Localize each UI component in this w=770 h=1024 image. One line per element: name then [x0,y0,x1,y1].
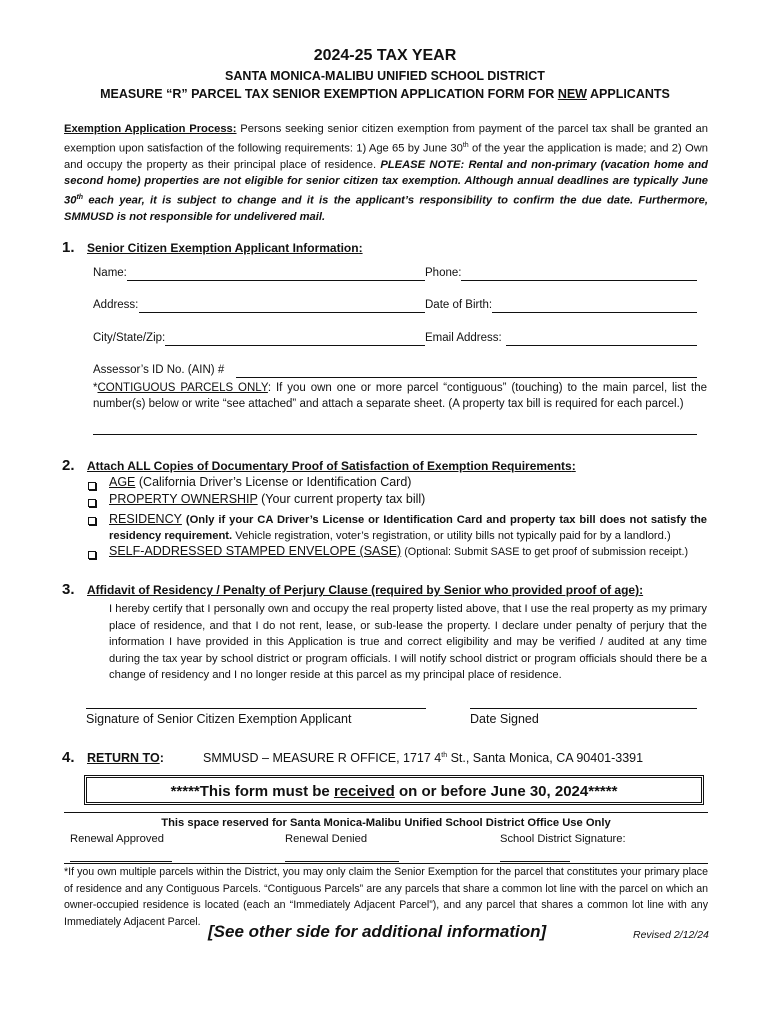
req-ownership-label: PROPERTY OWNERSHIP [109,492,258,506]
date-signed-label: Date Signed [470,712,539,726]
contiguous-parcels-note [93,380,707,412]
intro-paragraph [64,121,708,225]
req-residency-text: Vehicle registration, voter’s registration, or utility bills not typically paid for by a landlord.) [232,530,671,542]
renewal-approved-label: Renewal Approved [70,833,164,845]
req-sase-label: SELF-ADDRESSED STAMPED ENVELOPE (SASE) [109,544,402,558]
name-label: Name: [93,267,127,279]
return-address-post: St., Santa Monica, CA 90401-3391 [447,751,644,765]
affidavit-text: I hereby certify that I personally own and occupy the real property listed above, that I use the real property as my primary place of residence, and that I do not rent, lease, or sub-lease the property. I declare under penalty of perjury that the information I have provided in this Application is true and correct eligibility and may be verified / audited at any time during the tax year by school district or program officials. I will notify school district or program officials should there be a change of residency and I no longer reside at this parcel as my principal place of residence. [109,603,707,681]
req-property-ownership [109,492,425,506]
district-signature-label: School District Signature: [500,833,626,845]
section-2-title-text: Attach ALL Copies of Documentary Proof of Satisfaction of Exemption Requirements [87,459,572,473]
name-field[interactable] [127,280,425,281]
intro-note-1: PLEASE NOTE: Rental and non-primary (vacation home and second home) properties are not eligible for senior citizen tax exemption. Although annual deadlines are typically June 30 [64,158,708,207]
city-state-zip-field[interactable] [165,345,425,346]
address-label: Address: [93,299,139,311]
section-4-number: 4. [62,749,75,766]
residency-checkbox[interactable] [88,517,96,525]
ain-field[interactable] [236,377,697,378]
phone-field[interactable] [461,280,697,281]
return-address-pre: SMMUSD – MEASURE R OFFICE, 1717 4 [203,751,442,765]
signature-field[interactable] [86,708,426,709]
deadline-banner [84,775,704,805]
req-sase-text: (Optional: Submit SASE to get proof of submission receipt.) [401,546,689,558]
date-signed-field[interactable] [470,708,697,709]
deadline-post: on or before June 30, 2024***** [394,783,618,800]
city-state-zip-label: City/State/Zip: [93,332,166,344]
email-label: Email Address: [425,332,502,344]
return-address-sup: th [441,751,448,759]
form-title [0,87,770,101]
intro-sup-1: th [462,141,469,149]
section-3-number: 3. [62,581,75,598]
district-signature-field[interactable] [500,861,570,862]
req-residency-label: RESIDENCY [109,512,182,526]
district-heading: SANTA MONICA-MALIBU UNIFIED SCHOOL DISTRICT [225,69,545,83]
intro-text-1: Persons seeking senior citizen exemption from payment of the parcel tax shall be granted an exemption upon satisfaction of the following requirements: 1) Age 65 by June 30 [64,123,708,155]
see-other-side-note: [See other side for additional information] [208,922,547,941]
phone-label: Phone: [425,267,462,279]
renewal-approved-field[interactable] [70,861,172,862]
req-age [109,475,411,489]
signature-label: Signature of Senior Citizen Exemption Applicant [86,712,352,726]
sase-checkbox[interactable] [88,551,96,559]
dob-label: Date of Birth: [425,299,493,311]
section-2-title-colon: : [571,459,576,473]
req-age-text: (California Driver’s License or Identification Card) [135,475,412,489]
req-residency-bold: (Only if your CA Driver’s License or Identification Card and property tax bill does not satisfy the residency requirement. [109,514,707,542]
contiguous-parcels-field[interactable] [93,434,697,435]
deadline-text [87,783,701,800]
section-2-number: 2. [62,457,75,474]
form-title-new: NEW [557,87,587,101]
multiple-parcels-footnote: *If you own multiple parcels within the District, you may only claim the Senior Exemption for the parcel that constitutes your primary place of residence and any Contiguous Parcels. “Contiguous Parcels” are any parcels that share a common lot line with the parcel on which an owner-occupied residence is located (each an “Immediately Adjacent Parcel”), and any parcel that shares a common lot line with any Immediately Adjacent Parcel. [64,866,708,928]
ain-label: Assessor’s ID No. (AIN) # [93,364,225,376]
address-field[interactable] [139,312,425,313]
intro-label: Exemption Application Process: [64,123,237,135]
contiguous-star: * [93,382,98,394]
return-to-colon: : [159,751,164,765]
section-3-title: Affidavit of Residency / Penalty of Perjury Clause (required by Senior who provided proof of age): [87,583,644,597]
intro-text-2: of the year the application is made; and 2) Own and occupy the property as their principal place of residence. [64,142,708,171]
dob-field[interactable] [492,312,697,313]
return-address [203,751,643,765]
contiguous-label: CONTIGUOUS PARCELS ONLY [97,382,268,394]
section-1-title-colon: : [358,241,363,255]
section-1-title [87,241,363,255]
age-checkbox[interactable] [88,482,96,490]
deadline-received: received [333,783,395,800]
return-to-label [87,751,164,765]
form-title-post: APPLICANTS [586,87,670,101]
contiguous-text: : If you own one or more parcel “contiguous” (touching) to the main parcel, list the number(s) below or write “see attached” and attach a separate sheet. (A property tax bill is required for each parcel.) [93,382,707,410]
section-1-number: 1. [62,239,75,256]
office-use-title: This space reserved for Santa Monica-Malibu Unified School District Office Use Only [161,817,611,829]
section-1-title-text: Senior Citizen Exemption Applicant Information [87,241,359,255]
section-2-title [87,459,576,473]
office-use-box [64,812,708,864]
email-field[interactable] [506,345,697,346]
renewal-denied-label: Renewal Denied [285,833,368,845]
req-ownership-text: (Your current property tax bill) [257,492,426,506]
renewal-denied-field[interactable] [285,861,399,862]
req-residency [109,511,707,544]
req-age-label: AGE [109,475,136,489]
req-sase [109,544,688,558]
deadline-pre: *****This form must be [170,783,334,800]
intro-sup-2: th [76,193,84,201]
property-ownership-checkbox[interactable] [88,499,96,507]
form-title-pre: MEASURE “R” PARCEL TAX SENIOR EXEMPTION APPLICATION FORM FOR [100,87,558,101]
tax-year-heading: 2024-25 TAX YEAR [313,47,457,64]
revised-date: Revised 2/12/24 [633,929,709,941]
return-to-text: RETURN TO [87,751,160,765]
intro-note-2: each year, it is subject to change and it is the applicant’s responsibility to confirm the due date. Furthermore, SMMUSD is not responsible for undelivered mail. [64,194,708,223]
